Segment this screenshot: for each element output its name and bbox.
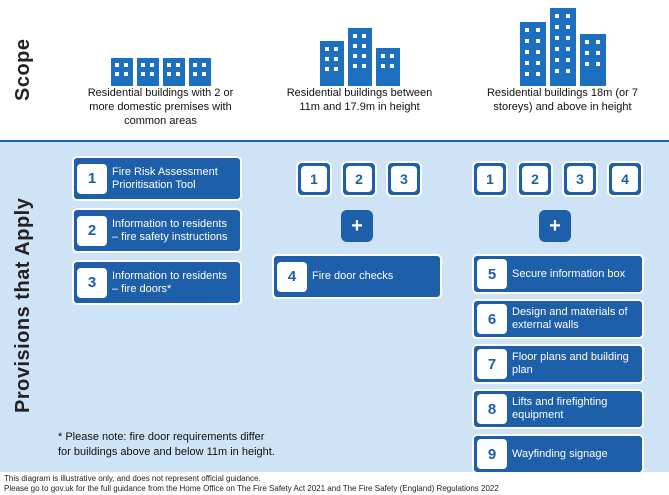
medium-buildings-icon bbox=[277, 8, 442, 86]
scope-caption-2: Residential buildings between 11m and 17.9m in height bbox=[286, 87, 433, 113]
chip-col3-4-number: 4 bbox=[612, 166, 638, 192]
provision-label-7: Floor plans and building plan bbox=[512, 351, 629, 376]
provision-number-4: 4 bbox=[277, 262, 307, 292]
chip-col3-2-number: 2 bbox=[522, 166, 548, 192]
provision-number-9: 9 bbox=[477, 439, 507, 469]
scope-band-label: Scope bbox=[12, 38, 34, 102]
provisions-band-label: Provisions that Apply bbox=[12, 197, 34, 413]
disclaimer-line-1: This diagram is illustrative only, and does not represent official guidance. bbox=[4, 474, 261, 483]
footnote-line-1: * Please note: fire door requirements differ bbox=[58, 431, 265, 443]
provision-label-8: Lifts and firefighting equipment bbox=[512, 396, 608, 421]
provision-label-9: Wayfinding signage bbox=[512, 447, 608, 460]
provision-item-3[interactable] bbox=[72, 260, 242, 305]
chip-col3-1-number: 1 bbox=[477, 166, 503, 192]
footnote-line-2: for buildings above and below 11m in height. bbox=[58, 446, 275, 458]
chip-col2-1[interactable] bbox=[296, 161, 332, 197]
provision-number-1: 1 bbox=[77, 164, 107, 194]
provision-item-2[interactable] bbox=[72, 208, 242, 253]
chip-col2-2[interactable] bbox=[341, 161, 377, 197]
chip-col2-3[interactable] bbox=[386, 161, 422, 197]
provisions-band bbox=[0, 142, 669, 472]
chip-col3-2[interactable] bbox=[517, 161, 553, 197]
provision-number-7: 7 bbox=[477, 349, 507, 379]
chip-col3-1[interactable] bbox=[472, 161, 508, 197]
provision-label-6: Design and materials of external walls bbox=[512, 306, 628, 331]
chip-col3-3-number: 3 bbox=[567, 166, 593, 192]
provision-item-1[interactable] bbox=[72, 156, 242, 201]
provision-label-4: Fire door checks bbox=[312, 270, 394, 282]
provision-number-6: 6 bbox=[477, 304, 507, 334]
scope-column-2 bbox=[277, 8, 442, 114]
chip-col2-2-number: 2 bbox=[346, 166, 372, 192]
scope-column-1 bbox=[78, 8, 243, 128]
small-buildings-icon bbox=[78, 8, 243, 86]
provision-number-8: 8 bbox=[477, 394, 507, 424]
chip-col3-4[interactable] bbox=[607, 161, 643, 197]
chip-col2-1-number: 1 bbox=[301, 166, 327, 192]
chip-col3-3[interactable] bbox=[562, 161, 598, 197]
plus-icon-col3: + bbox=[539, 210, 571, 242]
provision-item-4[interactable] bbox=[272, 254, 442, 299]
scope-caption-1: Residential buildings with 2 or more domestic premises with common areas bbox=[87, 87, 234, 127]
provision-label-1: Fire Risk Assessment Prioritisation Tool bbox=[112, 165, 218, 191]
provision-label-5: Secure information box bbox=[512, 267, 626, 280]
scope-caption-3: Residential buildings 18m (or 7 storeys) and above in height bbox=[486, 87, 639, 113]
plus-icon-col2: + bbox=[341, 210, 373, 242]
provision-item-9[interactable] bbox=[472, 434, 644, 474]
provision-number-3: 3 bbox=[77, 268, 107, 298]
disclaimer bbox=[4, 474, 664, 494]
provision-label-3: Information to residents – fire doors* bbox=[112, 269, 227, 295]
tall-buildings-icon bbox=[470, 8, 655, 86]
provision-number-5: 5 bbox=[477, 259, 507, 289]
provision-number-2: 2 bbox=[77, 216, 107, 246]
disclaimer-line-2: Please go to gov.uk for the full guidance from the Home Office on The Fire Safety Act 2021 and The Fire Safety (England) Regulations 2022 bbox=[4, 484, 499, 493]
footnote bbox=[58, 430, 318, 460]
provision-label-2: Information to residents – fire safety instructions bbox=[112, 217, 228, 243]
provision-item-7[interactable] bbox=[472, 344, 644, 384]
provision-item-8[interactable] bbox=[472, 389, 644, 429]
scope-column-3 bbox=[470, 8, 655, 114]
provision-item-6[interactable] bbox=[472, 299, 644, 339]
chip-col2-3-number: 3 bbox=[391, 166, 417, 192]
provision-item-5[interactable] bbox=[472, 254, 644, 294]
scope-band bbox=[0, 0, 669, 142]
